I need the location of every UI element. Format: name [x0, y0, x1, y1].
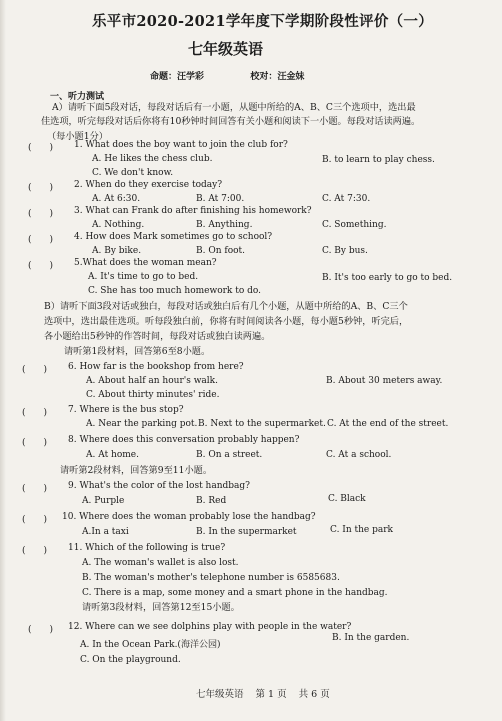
- q3-option-c: C. Something.: [322, 220, 387, 230]
- q2-option-b: B. At 7:00.: [196, 194, 245, 204]
- answer-blank-2[interactable]: ( ): [28, 183, 54, 193]
- question-1: 1. What does the boy want to join the club for?: [74, 140, 288, 150]
- section-heading: 一、听力测试: [50, 92, 105, 102]
- question-12: 12. Where can we see dolphins play with people in the water?: [68, 622, 352, 632]
- q3-option-a: A. Nothing.: [92, 220, 145, 230]
- answer-blank-5[interactable]: ( ): [28, 261, 54, 271]
- answer-blank-10[interactable]: ( ): [22, 515, 48, 525]
- question-5: 5.What does the woman mean?: [74, 258, 217, 268]
- partB-instruction-2: 选项中，选出最佳选项。听每段独白前，你将有时间阅读各小题，每小题5秒钟，听完后，: [44, 316, 409, 327]
- answer-blank-11[interactable]: ( ): [22, 546, 48, 556]
- q3-option-b: B. Anything.: [196, 220, 253, 230]
- answer-blank-1[interactable]: ( ): [28, 143, 54, 153]
- q11-option-c: C. There is a map, some money and a smart phone in the handbag.: [82, 588, 388, 598]
- question-11: 11. Which of the following is true?: [68, 543, 226, 553]
- question-4: 4. How does Mark sometimes go to school?: [74, 232, 273, 242]
- question-2: 2. When do they exercise today?: [74, 180, 223, 190]
- answer-blank-7[interactable]: ( ): [22, 408, 48, 418]
- partB-instruction-3: 各小题给出5秒钟的作答时间，每段对话或独白读两遍。: [44, 331, 271, 342]
- question-8: 8. Where does this conversation probably happen?: [68, 435, 300, 445]
- q2-option-a: A. At 6:30.: [92, 194, 141, 204]
- authors-line: [150, 69, 304, 82]
- answer-blank-12[interactable]: ( ): [28, 625, 54, 635]
- q4-option-b: B. On foot.: [196, 246, 246, 256]
- footer-page: 第 1 页: [255, 689, 287, 700]
- q11-option-b: B. The woman's mother's telephone number is 6585683.: [82, 573, 340, 583]
- q9-option-b: B. Red: [196, 496, 227, 506]
- exam-subtitle: 七年级英语: [188, 40, 264, 58]
- setter-name: 汪学彩: [177, 72, 205, 82]
- q7-option-a: A. Near the parking pot.: [86, 419, 198, 429]
- q6-option-c: C. About thirty minutes' ride.: [86, 390, 220, 400]
- exam-title: 乐平市2020-2021学年度下学期阶段性评价（一）: [92, 13, 434, 30]
- q9-option-a: A. Purple: [82, 496, 125, 506]
- question-10: 10. Where does the woman probably lose the handbag?: [62, 512, 316, 522]
- answer-blank-8[interactable]: ( ): [22, 438, 48, 448]
- q10-option-a: A.In a taxi: [82, 527, 129, 537]
- footer-total: 共 6 页: [298, 689, 330, 700]
- answer-blank-3[interactable]: ( ): [28, 209, 54, 219]
- footer-subject: 七年级英语: [196, 689, 244, 700]
- question-3: 3. What can Frank do after finishing his homework?: [74, 206, 312, 216]
- question-9: 9. What's the color of the lost handbag?: [68, 481, 250, 491]
- q1-option-a: A. He likes the chess club.: [92, 154, 213, 164]
- answer-blank-4[interactable]: ( ): [28, 235, 54, 245]
- partA-instruction-3: （每小题1分）: [47, 131, 108, 142]
- q10-option-c: C. In the park: [330, 525, 393, 535]
- setter-label: 命题：: [150, 72, 178, 82]
- question-6: 6. How far is the bookshop from here?: [68, 362, 244, 372]
- question-7: 7. Where is the bus stop?: [68, 405, 184, 415]
- q7-option-c: C. At the end of the street.: [327, 419, 449, 429]
- q6-option-b: B. About 30 meters away.: [326, 376, 443, 386]
- q9-option-c: C. Black: [328, 494, 366, 504]
- q5-option-c: C. She has too much homework to do.: [88, 286, 262, 296]
- material-2-note: 请听第2段材料，回答第9至11小题。: [60, 465, 213, 476]
- partB-instruction-1: B）请听下面3段对话或独白，每段对话或独白后有几个小题，从题中所给的A、B、C三个: [44, 301, 408, 312]
- q12-option-c: C. On the playground.: [80, 655, 181, 665]
- partA-instruction-1: A）请听下面5段对话，每段对话后有一小题，从题中所给的A、B、C三个选项中，选出最: [52, 102, 416, 113]
- answer-blank-9[interactable]: ( ): [22, 484, 48, 494]
- answer-blank-6[interactable]: ( ): [22, 365, 48, 375]
- q2-option-c: C. At 7:30.: [322, 194, 371, 204]
- proof-name: 汪金妹: [277, 72, 305, 82]
- q8-option-b: B. On a street.: [196, 450, 263, 460]
- q8-option-a: A. At home.: [86, 450, 139, 460]
- q11-option-a: A. The woman's wallet is also lost.: [82, 558, 239, 568]
- material-3-note: 请听第3段材料，回答第12至15小题。: [82, 602, 240, 613]
- q5-option-a: A. It's time to go to bed.: [88, 272, 199, 282]
- q12-option-a: A. In the Ocean Park.(海洋公园): [80, 640, 221, 650]
- q4-option-a: A. By bike.: [92, 246, 142, 256]
- material-1-note: 请听第1段材料，回答第6至8小题。: [64, 346, 211, 357]
- page-footer: [196, 686, 342, 700]
- proof-label: 校对：: [250, 72, 278, 82]
- q1-option-b: B. to learn to play chess.: [322, 155, 435, 165]
- q8-option-c: C. At a school.: [326, 450, 392, 460]
- q10-option-b: B. In the supermarket: [196, 527, 297, 537]
- q5-option-b: B. It's too early to go to bed.: [322, 273, 453, 283]
- scan-edge-shadow: [0, 0, 6, 721]
- partA-instruction-2: 佳选项，听完每段对话后你将有10秒钟时间回答有关小题和阅读下一小题。每段对话读两遍。: [41, 116, 421, 127]
- q7-option-b: B. Next to the supermarket.: [198, 419, 326, 429]
- q4-option-c: C. By bus.: [322, 246, 368, 256]
- q12-option-b: B. In the garden.: [332, 633, 410, 643]
- q6-option-a: A. About half an hour's walk.: [86, 376, 218, 386]
- q1-option-c: C. We don't know.: [92, 168, 174, 178]
